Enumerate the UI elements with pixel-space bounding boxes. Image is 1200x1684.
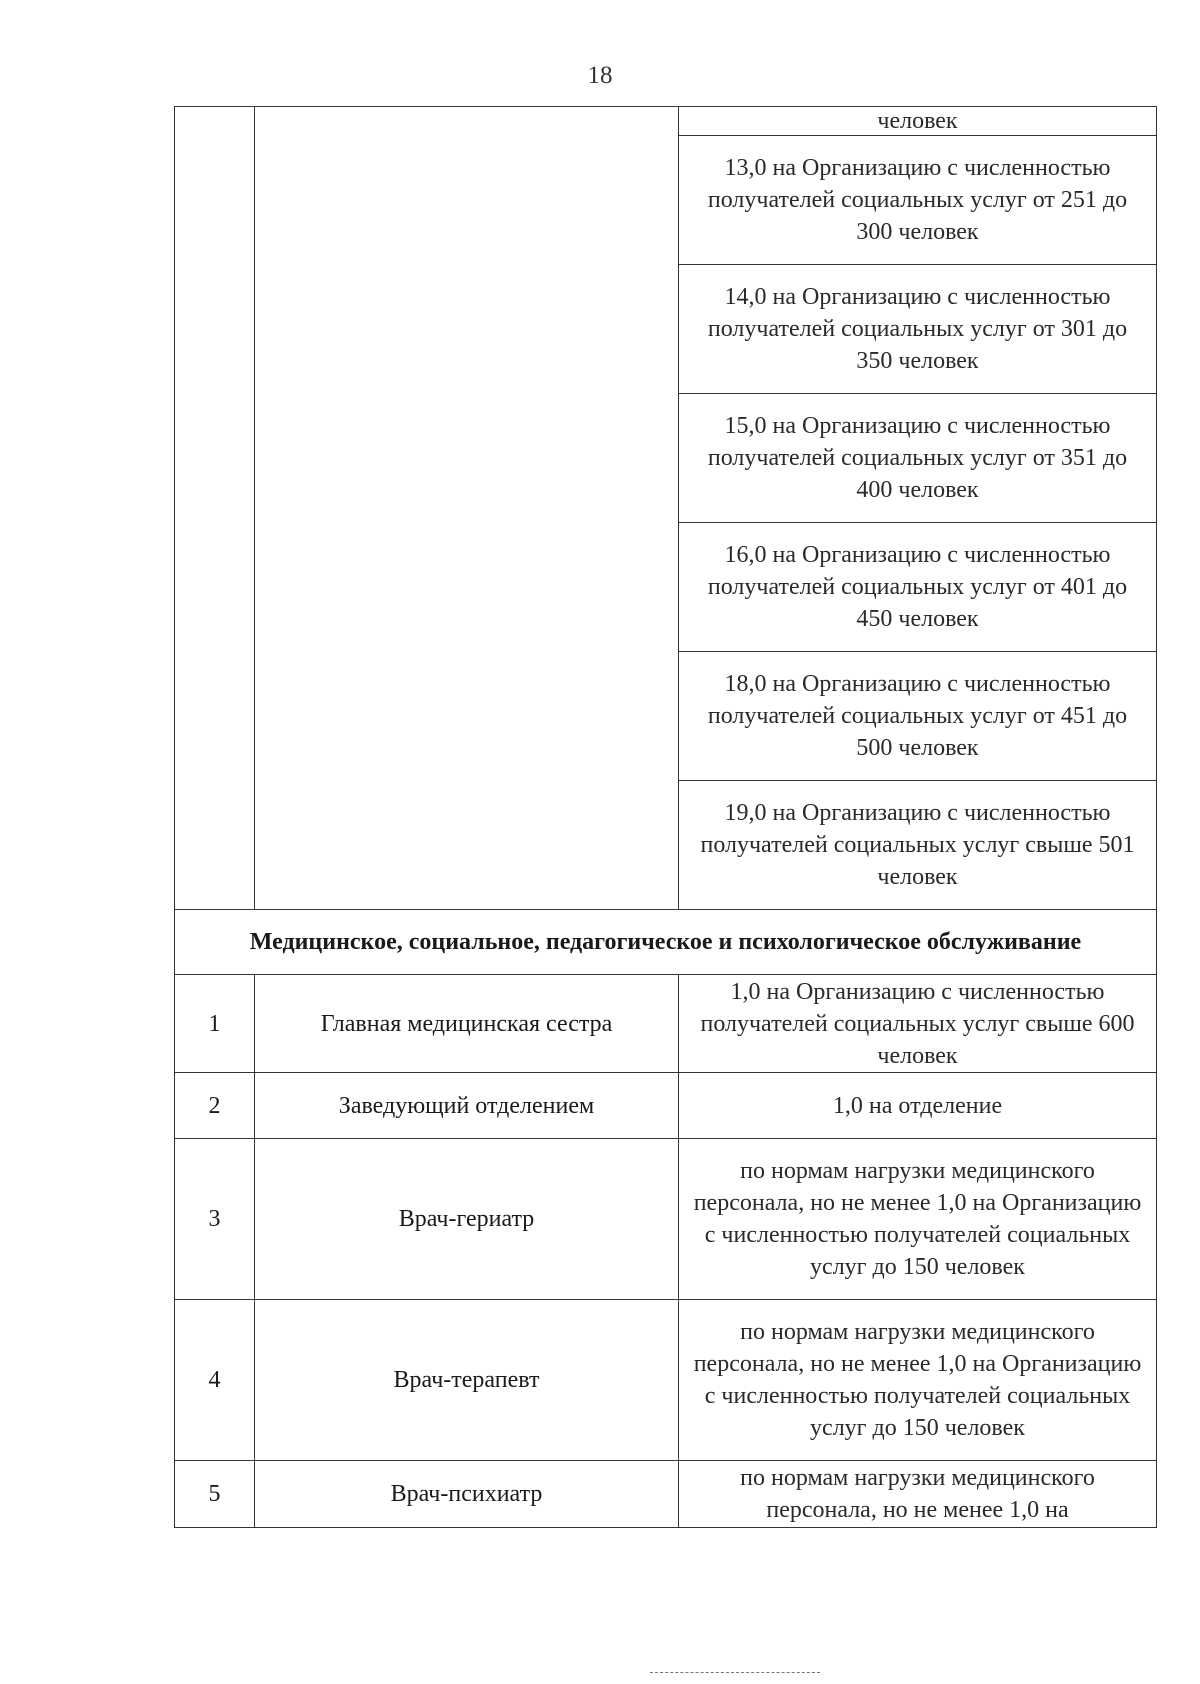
table-row xyxy=(175,1139,1157,1300)
norm-cell: 16,0 на Организацию с численностью получателей социальных услуг от 401 до 450 человек xyxy=(679,523,1157,652)
norm-cell: 14,0 на Организацию с численностью получателей социальных услуг от 301 до 350 человек xyxy=(679,265,1157,394)
norm-continuation-cell: человек xyxy=(679,107,1157,136)
norm-cell: по нормам нагрузки медицинского персонала, но не менее 1,0 на xyxy=(679,1461,1157,1528)
position-name: Врач-психиатр xyxy=(255,1461,679,1528)
row-number: 2 xyxy=(175,1073,255,1139)
table-row xyxy=(175,1073,1157,1139)
page-number: 18 xyxy=(587,62,613,89)
row-number: 5 xyxy=(175,1461,255,1528)
section-title: Медицинское, социальное, педагогическое и психологическое обслуживание xyxy=(175,910,1157,975)
norm-cell: 1,0 на отделение xyxy=(679,1073,1157,1139)
norm-cell: по нормам нагрузки медицинского персонала, но не менее 1,0 на Организацию с численностью получателей социальных услуг до 150 человек xyxy=(679,1139,1157,1300)
norm-cell: по нормам нагрузки медицинского персонала, но не менее 1,0 на Организацию с численностью получателей социальных услуг до 150 человек xyxy=(679,1300,1157,1461)
row-number: 3 xyxy=(175,1139,255,1300)
position-name: Врач-гериатр xyxy=(255,1139,679,1300)
norm-cell: 19,0 на Организацию с численностью получателей социальных услуг свыше 501 человек xyxy=(679,781,1157,910)
number-cell-empty xyxy=(175,107,255,910)
norm-cell: 15,0 на Организацию с численностью получателей социальных услуг от 351 до 400 человек xyxy=(679,394,1157,523)
position-cell-empty xyxy=(255,107,679,910)
staffing-norms-table xyxy=(174,106,1157,1528)
row-number: 4 xyxy=(175,1300,255,1461)
norm-cell: 13,0 на Организацию с численностью получателей социальных услуг от 251 до 300 человек xyxy=(679,136,1157,265)
norm-cell: 1,0 на Организацию с численностью получателей социальных услуг свыше 600 человек xyxy=(679,975,1157,1073)
position-name: Врач-терапевт xyxy=(255,1300,679,1461)
table-row xyxy=(175,1300,1157,1461)
section-header-row xyxy=(175,910,1157,975)
table-row xyxy=(175,975,1157,1073)
row-number: 1 xyxy=(175,975,255,1073)
table-row xyxy=(175,1461,1157,1528)
footer-scan-mark xyxy=(650,1672,820,1675)
position-name: Главная медицинская сестра xyxy=(255,975,679,1073)
table-row xyxy=(175,107,1157,136)
position-name: Заведующий отделением xyxy=(255,1073,679,1139)
norm-cell: 18,0 на Организацию с численностью получателей социальных услуг от 451 до 500 человек xyxy=(679,652,1157,781)
